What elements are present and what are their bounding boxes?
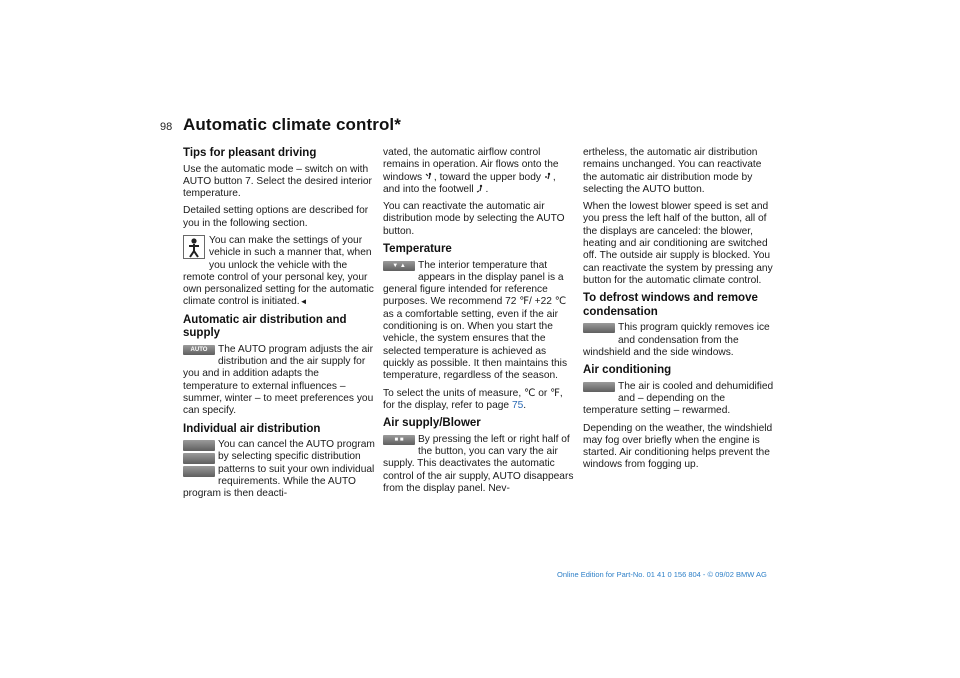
auto-paragraph [183,344,375,418]
auto-distribution-heading: Automatic air distribution and supply [183,313,347,340]
lowest-speed-paragraph: When the lowest blower speed is set and you press the left half of the button, all of the displays are canceled: the blower, heating and air conditioning are switched off. The outside air supply is blocked. You can reactivate the system by pressing any button for the automatic climate control. [583,201,773,286]
units-text-b: . [523,399,527,411]
tip-person-icon [183,235,205,259]
units-paragraph [383,388,575,413]
windows-airflow-icon [425,172,434,181]
tips-note-text: You can make the settings of your vehicle in such a manner that, when you unlock the vehicle with the remote control of your personal key, your own personalized setting for the automatic climate control is initiated. [183,234,374,308]
column-3 [583,147,775,477]
tips-note [183,235,375,309]
page-number: 98 [160,121,173,133]
windows-distribution-button-icon [183,440,215,451]
temperature-heading: Temperature [383,243,452,256]
individual-paragraph-text: You can cancel the AUTO program by selecting specific distribution patterns to suit your own individual requirements. While the AUTO program is then deacti- [183,439,375,500]
page-title: Automatic climate control* [183,115,401,134]
airflow-text-a: vated, the automatic airflow control remains in operation. Air flows onto the windows [383,147,559,183]
air-conditioning-paragraph [583,381,775,418]
blower-heading: Air supply/Blower [383,417,481,430]
airflow-text-b: , toward the upper body [433,171,541,183]
reactivate-paragraph: You can reactivate the automatic air distribution mode by selecting the AUTO button. [383,201,565,237]
airflow-text-c: , and into the footwell [383,171,556,195]
column-2 [383,147,575,500]
temperature-paragraph-text: The interior temperature that appears in the display panel is a general figure intended for reference purposes. We recommend 72 ℉/ +22 ℃ as a comfortable setting, even if the air conditioning is on. When you start the vehicle, the system ensures that the selected temperature is achieved as quickly as possible. It then maintains this temperature, regardless of the season. [383,259,568,382]
blower-button-icon: ■ ■ [383,435,415,445]
defrost-button-icon [583,323,615,333]
auto-paragraph-text: The AUTO program adjusts the air distribution and the air supply for you and in addition adapts the temperature to external influences – summer, winter – to meet preferences you can specify. [183,343,374,417]
individual-paragraph [183,439,375,500]
continuation-paragraph: ertheless, the automatic air distribution remains unchanged. You can reactivate the automatic air distribution mode by selecting the AUTO button. [583,147,762,195]
temperature-paragraph [383,260,575,383]
blower-paragraph-text: By pressing the left or right half of the button, you can vary the air supply. This deactivates the automatic control of the air supply, AUTO disappears from the display panel. Nev- [383,433,574,494]
airflow-paragraph [383,147,575,196]
defrost-heading: To defrost windows and remove condensation [583,292,758,318]
upper-body-airflow-icon [544,172,553,181]
blower-paragraph [383,434,575,495]
air-conditioning-paragraph-text: The air is cooled and dehumidified and – depending on the temperature setting – rewarmed. [583,380,774,417]
upper-body-distribution-button-icon [183,453,215,464]
individual-distribution-heading: Individual air distribution [183,422,321,435]
column-1 [183,147,375,506]
defrost-paragraph [583,322,775,359]
page-75-link[interactable]: 75 [511,399,524,411]
temperature-button-icon: ▼ ▲ [383,261,415,271]
tips-paragraph-1: Use the automatic mode – switch on with AUTO button 7. Select the desired interior temperature. [183,163,372,200]
distribution-buttons [183,440,215,479]
tips-paragraph-2: Detailed setting options are described for you in the following section. [183,205,369,229]
units-text-a: To select the units of measure, ℃ or ℉, for the display, refer to page [383,387,563,411]
auto-button-icon: AUTO [183,345,215,355]
defrost-paragraph-text: This program quickly removes ice and condensation from the windshield and the side windows. [583,322,770,358]
fogging-paragraph: Depending on the weather, the windshield may fog over briefly when the engine is started. Air conditioning helps prevent the windows from fogging up. [583,422,773,471]
end-mark: ◄ [299,297,308,307]
air-conditioning-heading: Air conditioning [583,364,672,377]
footer-edition-note: Online Edition for Part-No. 01 41 0 156 804 - © 09/02 BMW AG [557,570,767,579]
airflow-text-d: . [485,183,489,195]
footwell-distribution-button-icon [183,466,215,477]
snowflake-button-icon [583,382,615,392]
tips-heading: Tips for pleasant driving [183,147,317,159]
